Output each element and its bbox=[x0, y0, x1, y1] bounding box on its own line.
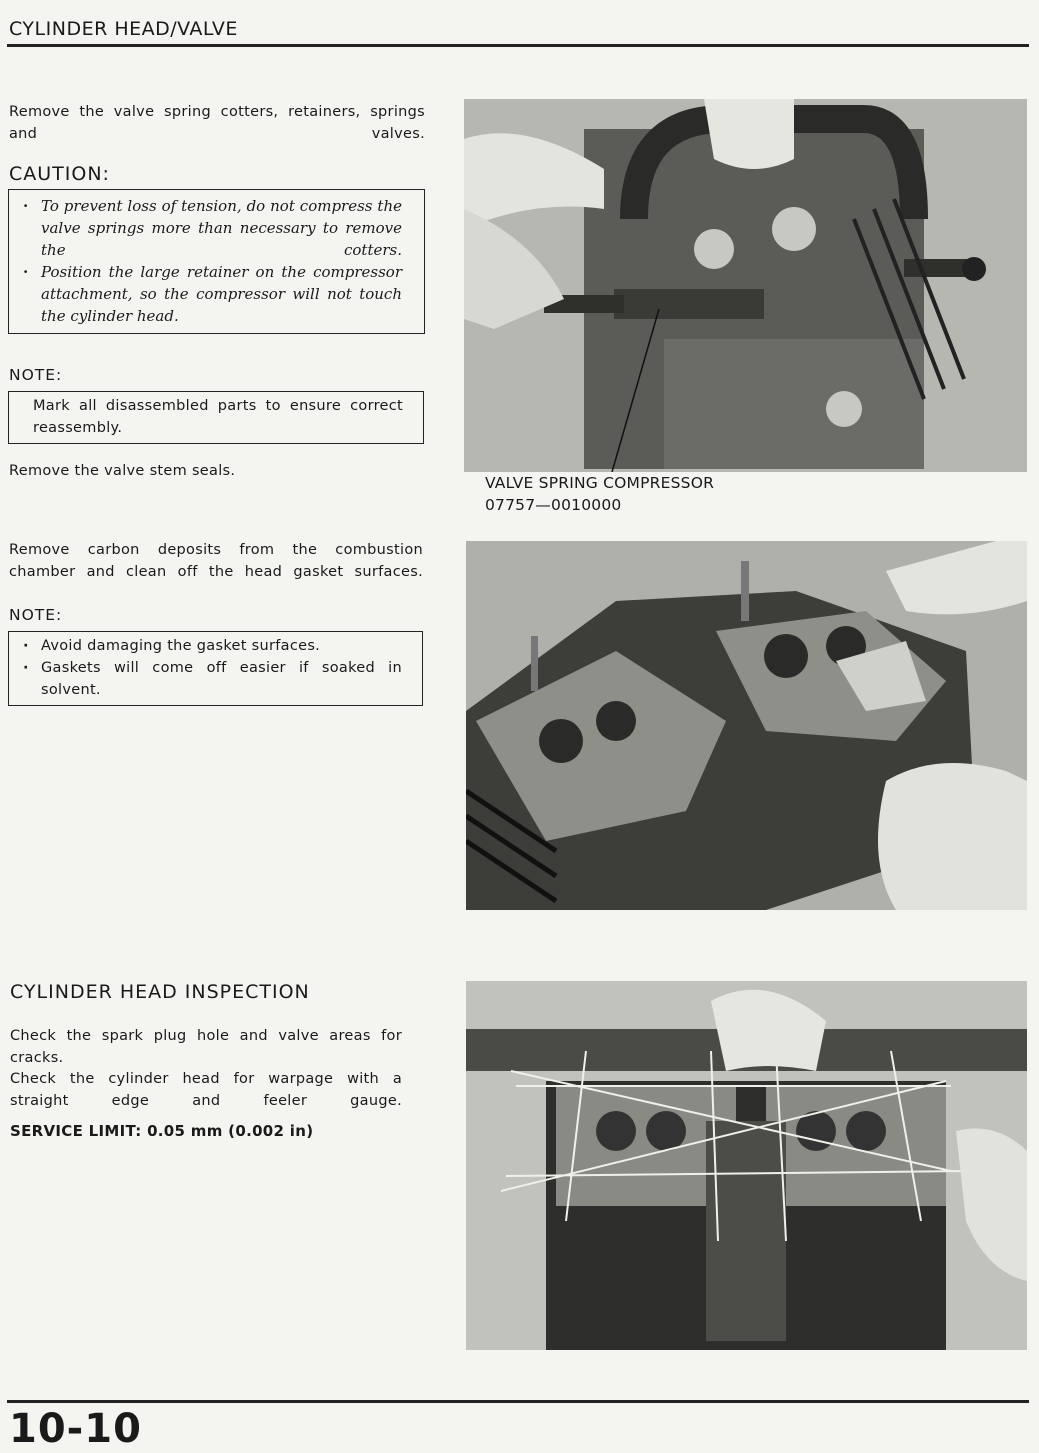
check-cracks-text: Check the spark plug hole and valve areas for cracks. bbox=[10, 1028, 402, 1066]
caution-box bbox=[8, 189, 425, 334]
photo-illustration bbox=[466, 541, 1027, 910]
remove-carbon-text: Remove carbon deposits from the combustion chamber and clean off the head gasket surfaces. bbox=[9, 542, 423, 580]
service-limit-value: 0.05 mm (0.002 in) bbox=[147, 1122, 314, 1140]
note-text: Mark all disassembled parts to ensure correct reassembly. bbox=[33, 398, 403, 436]
note-label-2: NOTE: bbox=[9, 606, 63, 624]
header-rule bbox=[7, 44, 1029, 47]
inspection-heading: CYLINDER HEAD INSPECTION bbox=[10, 981, 310, 1003]
caution-item: · Position the large retainer on the compressor attachment, so the compressor will not touch the cylinder head. bbox=[19, 261, 402, 327]
photo1-caption-tool: VALVE SPRING COMPRESSOR bbox=[485, 474, 715, 492]
valve-spring-compressor-photo bbox=[464, 99, 1027, 472]
warpage-inspection-photo bbox=[466, 981, 1027, 1350]
caution-label: CAUTION: bbox=[9, 163, 110, 185]
footer-rule bbox=[7, 1400, 1029, 1403]
service-limit bbox=[10, 1120, 313, 1142]
page-title: CYLINDER HEAD/VALVE bbox=[9, 18, 238, 40]
remove-valves-text: Remove the valve spring cotters, retainers, springs and valves. bbox=[9, 104, 425, 142]
note-label: NOTE: bbox=[9, 366, 63, 384]
combustion-chamber-cleaning-photo bbox=[466, 541, 1027, 910]
note-item: · Gaskets will come off easier if soaked in solvent. bbox=[19, 657, 402, 701]
note-box bbox=[8, 391, 424, 444]
photo1-caption-part-number: 07757—0010000 bbox=[485, 496, 622, 514]
photo-illustration bbox=[466, 981, 1027, 1350]
photo-illustration bbox=[464, 99, 1027, 472]
note-item: · Avoid damaging the gasket surfaces. bbox=[19, 635, 402, 657]
page-number: 10-10 bbox=[9, 1406, 142, 1452]
caution-item: · To prevent loss of tension, do not compress the valve springs more than necessary to remove the cotters. bbox=[19, 195, 402, 261]
check-warpage-text: Check the cylinder head for warpage with a straight edge and feeler gauge. bbox=[10, 1071, 402, 1109]
note-box-2 bbox=[8, 631, 423, 706]
remove-stem-seals-text: Remove the valve stem seals. bbox=[9, 463, 236, 479]
service-limit-label: SERVICE LIMIT: bbox=[10, 1122, 142, 1140]
